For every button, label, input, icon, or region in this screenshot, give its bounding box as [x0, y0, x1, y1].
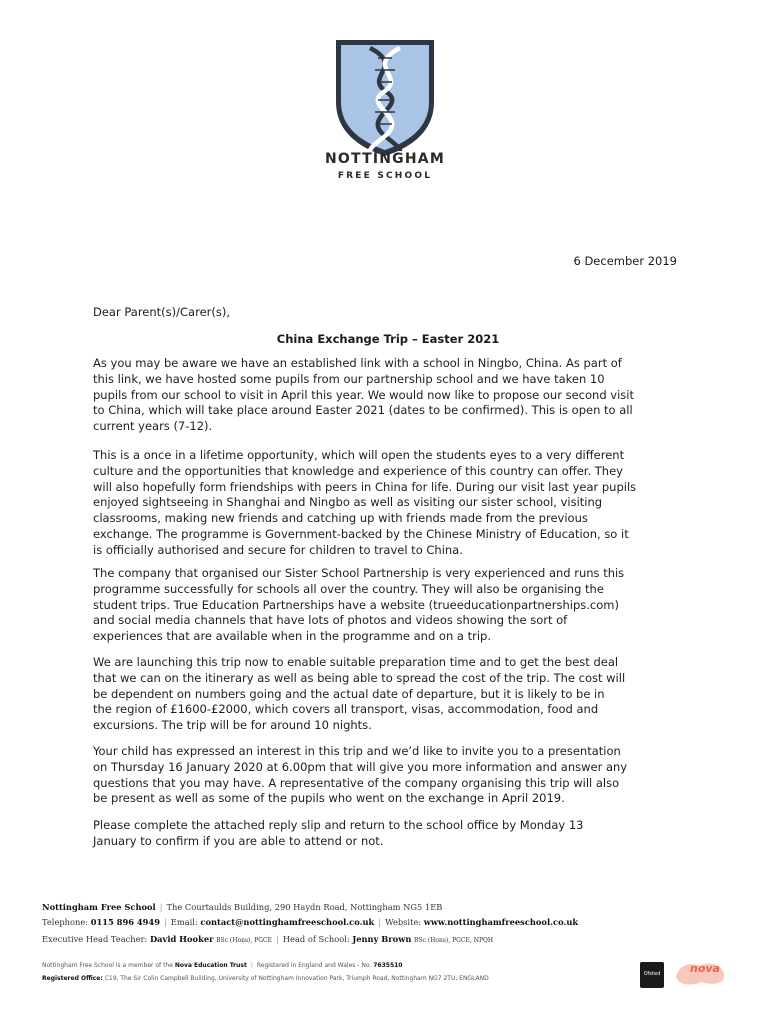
telephone-label: Telephone: — [42, 917, 89, 927]
letter-subject: China Exchange Trip – Easter 2021 — [276, 332, 500, 346]
member-text: Nottingham Free School is a member of the — [42, 962, 173, 969]
letter-paragraph: The company that organised our Sister School Partnership is very experienced and runs this programme successfully for schools all over the country. They will also be organising the student trips. True Education Partnerships have a website (trueeducationpartnerships.com) and social media channels that have lots of photos and videos showing the sort of experiences that are available when in the programme and on a trip. — [93, 566, 625, 644]
ofsted-label: Ofsted — [643, 971, 661, 977]
email-label: Email: — [170, 917, 198, 927]
school-crest-logo — [330, 36, 440, 160]
letter-date: 6 December 2019 — [573, 254, 677, 268]
letter-paragraph: Please complete the attached reply slip and return to the school office by Monday 13 January to confirm if you are able to attend or not. — [93, 818, 584, 848]
registered-office-label: Registered Office: — [42, 975, 103, 982]
footer-school-name: Nottingham Free School — [42, 902, 156, 912]
member-trust: Nova Education Trust — [174, 962, 247, 969]
footer-member-line: Nottingham Free School is a member of the Nova Education Trust | Registered in England and Wales - No. 7635510 — [42, 962, 403, 969]
email-link[interactable]: contact@nottinghamfreeschool.co.uk — [200, 917, 375, 927]
letter-paragraph: Your child has expressed an interest in this trip and we’d like to invite you to a presentation on Thursday 16 January 2020 at 6.00pm that will give you more information and answer any questions that you may have. A representative of the company organising this trip will also be present as well as some of the pupils who went on the exchange in April 2019. — [93, 744, 628, 806]
registered-office: C19, The Sir Colin Campbell Building, University of Nottingham Innovation Park, Triumph Road, Nottingham NG7 2TU, ENGLAND — [104, 975, 489, 982]
head-label: Head of School: — [282, 934, 350, 944]
registered-text: Registered in England and Wales - No. — [256, 962, 372, 969]
head-quals: BSc (Hons), PGCE, NPQH — [414, 937, 494, 944]
website-label: Website: — [385, 917, 422, 927]
registration-number: 7635510 — [373, 962, 403, 969]
footer-office-line — [42, 975, 742, 982]
letter-paragraph: As you may be aware we have an established link with a school in Ningbo, China. As part of this link, we have hosted some pupils from our partnership school and we have taken 10 pupils from our school to visit in April this year. We would now like to propose our second visit to China, which will take place around Easter 2021 (dates to be confirmed). This is open to all current years (7-12). — [93, 356, 634, 434]
head-name: Jenny Brown — [352, 934, 412, 944]
website-link[interactable]: www.nottinghamfreeschool.co.uk — [423, 917, 579, 927]
school-name-line1: NOTTINGHAM — [325, 151, 445, 167]
footer-contact-line: Telephone: 0115 896 4949 | Email: contact@nottinghamfreeschool.co.uk | Website: www.nottinghamfreeschool.co.uk — [42, 917, 579, 927]
nova-label: nova — [690, 962, 720, 975]
exec-head-label: Executive Head Teacher: — [42, 934, 148, 944]
footer-staff-line: Executive Head Teacher: David Hooker BSc (Hons), PGCE | Head of School: Jenny Brown BSc (Hons), PGCE, NPQH — [42, 934, 494, 944]
letter-salutation: Dear Parent(s)/Carer(s), — [93, 305, 230, 319]
footer-address: The Courtaulds Building, 290 Haydn Road, Nottingham NG5 1EB — [166, 902, 443, 912]
letter-paragraph: This is a once in a lifetime opportunity, which will open the students eyes to a very different culture and the opportunities that knowledge and experience of this country can offer. They will also hopefully form friendships with peers in China for life. During our visit last year pupils enjoyed sightseeing in Shanghai and Ningbo as well as visiting our sister school, visiting classrooms, making new friends and catching up with friends made from the previous exchange. The programme is Government-backed by the Chinese Ministry of Education, so it is officially authorised and secure for children to travel to China. — [93, 448, 637, 557]
school-name-line2: FREE SCHOOL — [337, 171, 433, 181]
footer-address-line: Nottingham Free School | The Courtaulds Building, 290 Haydn Road, Nottingham NG5 1EB — [42, 902, 443, 912]
letter-paragraph: We are launching this trip now to enable suitable preparation time and to get the best deal that we can on the itinerary as well as being able to spread the cost of the trip. The cost will be dependent on numbers going and the actual date of departure, but it is likely to be in the region of £1600-£2000, which covers all transport, visas, accommodation, food and excursions. The trip will be for around 10 nights. — [93, 655, 626, 733]
telephone-number: 0115 896 4949 — [90, 917, 160, 927]
ofsted-badge-icon — [640, 962, 664, 988]
exec-head-name: David Hooker — [149, 934, 214, 944]
exec-head-quals: BSc (Hons), PGCE — [216, 937, 273, 944]
